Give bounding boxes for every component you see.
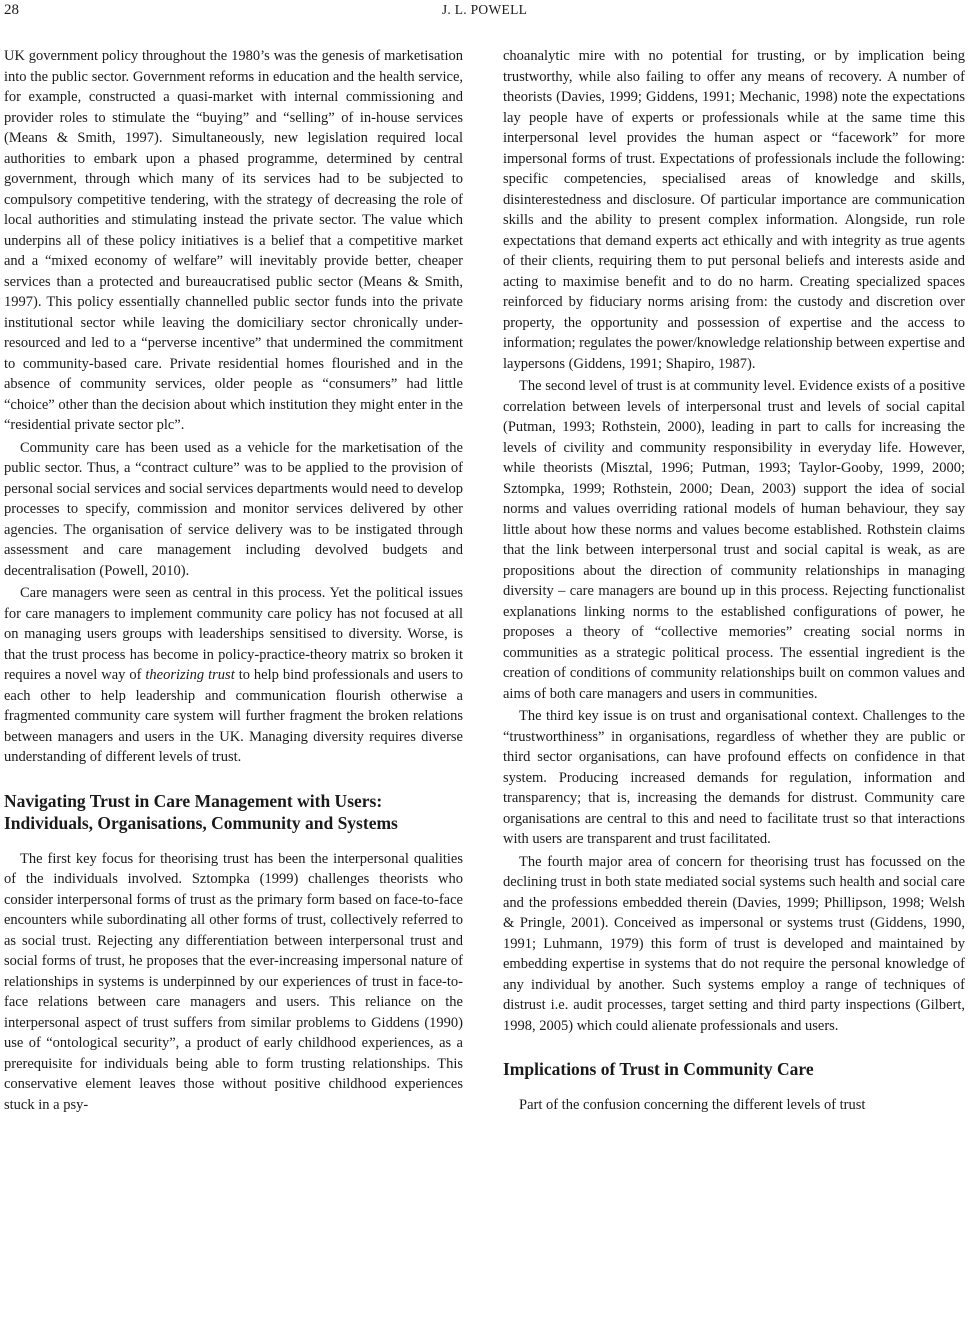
emphasis-text: theorizing trust xyxy=(145,667,235,683)
section-heading: Navigating Trust in Care Management with Users: Individuals, Organisations, Community and Systems xyxy=(4,790,398,833)
paragraph: choanalytic mire with no potential for trusting, or by implication being trustworthy, while also failing to offer any means of recovery. A number of theorists (Davies, 1999; Giddens, 1991; Mechanic, 1998) note the expectations lay people have of experts or professionals while at the same time this interpersonal level provides the human aspect or “facework” for more impersonal forms of trust. Expectations of professionals include the following: specific competencies, specialised areas of knowledge and skills, disinterestedness and disclosure. Of particular importance are communication skills and the ability to present complex information. Alongside, run role expectations that demand experts act ethically and with integrity as true agents of their clients, requiring them to put personal beliefs and interests aside and acting to maximise benefit and to do no harm. Creating specialized spaces reinforced by fiduciary norms arising from: the custody and discretion over property, the opportunity and possession of expertise and the access to information; regulates the power/knowledge relationship between expertise and laypersons (Giddens, 1991; Shapiro, 1987). xyxy=(503,48,965,372)
running-header-author: J. L. POWELL xyxy=(441,2,528,17)
paragraph: The third key issue is on trust and organisational context. Challenges to the “trustworthiness” in organisations, regardless of whether they are public or third sector organisations, can have profound effects on confidence in that system. Producing increased demands for regulation, information and transparency; that is, increasing the demands for distrust. Community care organisations are central to this and need to facilitate trust so that interactions with users are transparent and trust facilitated. xyxy=(503,708,965,847)
section-heading: Implications of Trust in Community Care xyxy=(503,1059,814,1079)
text-run: to help bind professionals and users to each other to help leadership and communication flourish otherwise a fragmented community care system will further fragment the broken relations between managers and users in the UK. Managing diversity requires diverse understanding of different levels of trust. xyxy=(4,667,463,765)
page-number: 28 xyxy=(4,2,19,18)
paragraph: UK government policy throughout the 1980’s was the genesis of marketisation into the public sector. Government reforms in education and the health service, for example, constructed a quasi-market with internal commissioning and provider roles to stimulate the “buying” and “selling” of in-house services (Means & Smith, 1997). Simultaneously, new legislation required local authorities to embark upon a phased programme, determined by central government, through which many of its services had to be subjected to compulsory competitive tendering, with the strategy of decreasing the role of local authorities and stimulating instead the private sector. The value which underpins all of these policy initiatives is a belief that a competitive market and a “mixed economy of welfare” will inevitably provide better, cheaper services than a protected and bureaucratised public sector (Means & Smith, 1997). This policy essentially channelled public sector funds into the private institutional sector while leaving the domiciliary sector chronically under-resourced and led to a “perverse incentive” that undermined the commitment to community-based care. Private residential homes flourished and in the absence of community services, older people as “consumers” had little “choice” other than the decision about which institution they might enter in the “residential private sector plc”. xyxy=(4,48,463,433)
text-run: Care managers were seen as central in this process. Yet the political issues for care managers to implement community care policy has not focused at all on managing users groups with leaderships sensitised to diversity. Worse, is that the trust process has become in policy-practice-theory matrix so broken it requires a novel way of xyxy=(4,585,463,683)
paragraph: The first key focus for theorising trust has been the interpersonal qualities of the individuals involved. Sztompka (1999) challenges theorists who consider interpersonal forms of trust as the primary form based on face-to-face encounters while subordinating all other forms of trust, collectively referred to as social trust. Rejecting any differentiation between interpersonal trust and social forms of trust, he proposes that the ever-increasing impersonal nature of relationships in systems is underpinned by our experiences of trust in face-to-face relations between care managers and users. This reliance on the interpersonal aspect of trust suffers from similar problems to Giddens (1990) use of “ontological security”, a product of early childhood experiences, as a prerequisite for individuals being able to form trusting relationships. This conservative element leaves those without positive childhood experiences stuck in a psy- xyxy=(4,850,463,1113)
paragraph: Part of the confusion concerning the different levels of trust xyxy=(519,1097,866,1113)
paragraph: The fourth major area of concern for theorising trust has focussed on the declining trust in both state mediated social systems such health and social care and the professions embedded therein (Davies, 1999; Phillipson, 1998; Welsh & Pringle, 2001). Conceived as impersonal or systems trust (Giddens, 1990, 1991; Luhmann, 1979) this form of trust is developed and maintained by embedding expertise in systems that do not require the personal knowledge of any individual by another. Such systems employ a range of techniques of distrust i.e. audit processes, target setting and third party inspections (Gilbert, 1998, 2005) which could alienate professionals and users. xyxy=(503,853,965,1034)
right-column xyxy=(503,46,965,1116)
paragraph: The second level of trust is at community level. Evidence exists of a positive correlation between levels of interpersonal trust and levels of social capital (Putman, 1993; Rothstein, 2000), leading in part to calls for increasing the levels of civility and community responsibility in everyday life. However, while theorists (Misztal, 1996; Putman, 1993; Taylor-Gooby, 1999, 2000; Sztompka, 1999; Rothstein, 2000; Dean, 2003) support the idea of social norms and values overriding rational models of human behaviour, they say little about how these norms and values become established. Rothstein claims that the link between interpersonal trust and social capital is weak, as are propositions about the direction of community relationships in managing diversity – care managers are bound up in this process. Rejecting functionalist explanations linking norms to the established configurations of power, he proposes a theory of “collective memories” creating social norms in communities as a strategic political process. The essential ingredient is the creation of conditions of community relationships built on common values and aims of both care managers and users in communities. xyxy=(503,378,965,702)
paragraph: Community care has been used as a vehicle for the marketisation of the public sector. Thus, a “contract culture” was to be applied to the provision of personal social services and social services departments would need to develop processes to specify, commission and monitor services delivered by other agencies. The organisation of service delivery was to be instigated through assessment and care management including devolved budgets and decentralisation (Powell, 2010). xyxy=(4,439,464,579)
left-column xyxy=(4,46,463,1115)
paragraph xyxy=(4,583,463,768)
